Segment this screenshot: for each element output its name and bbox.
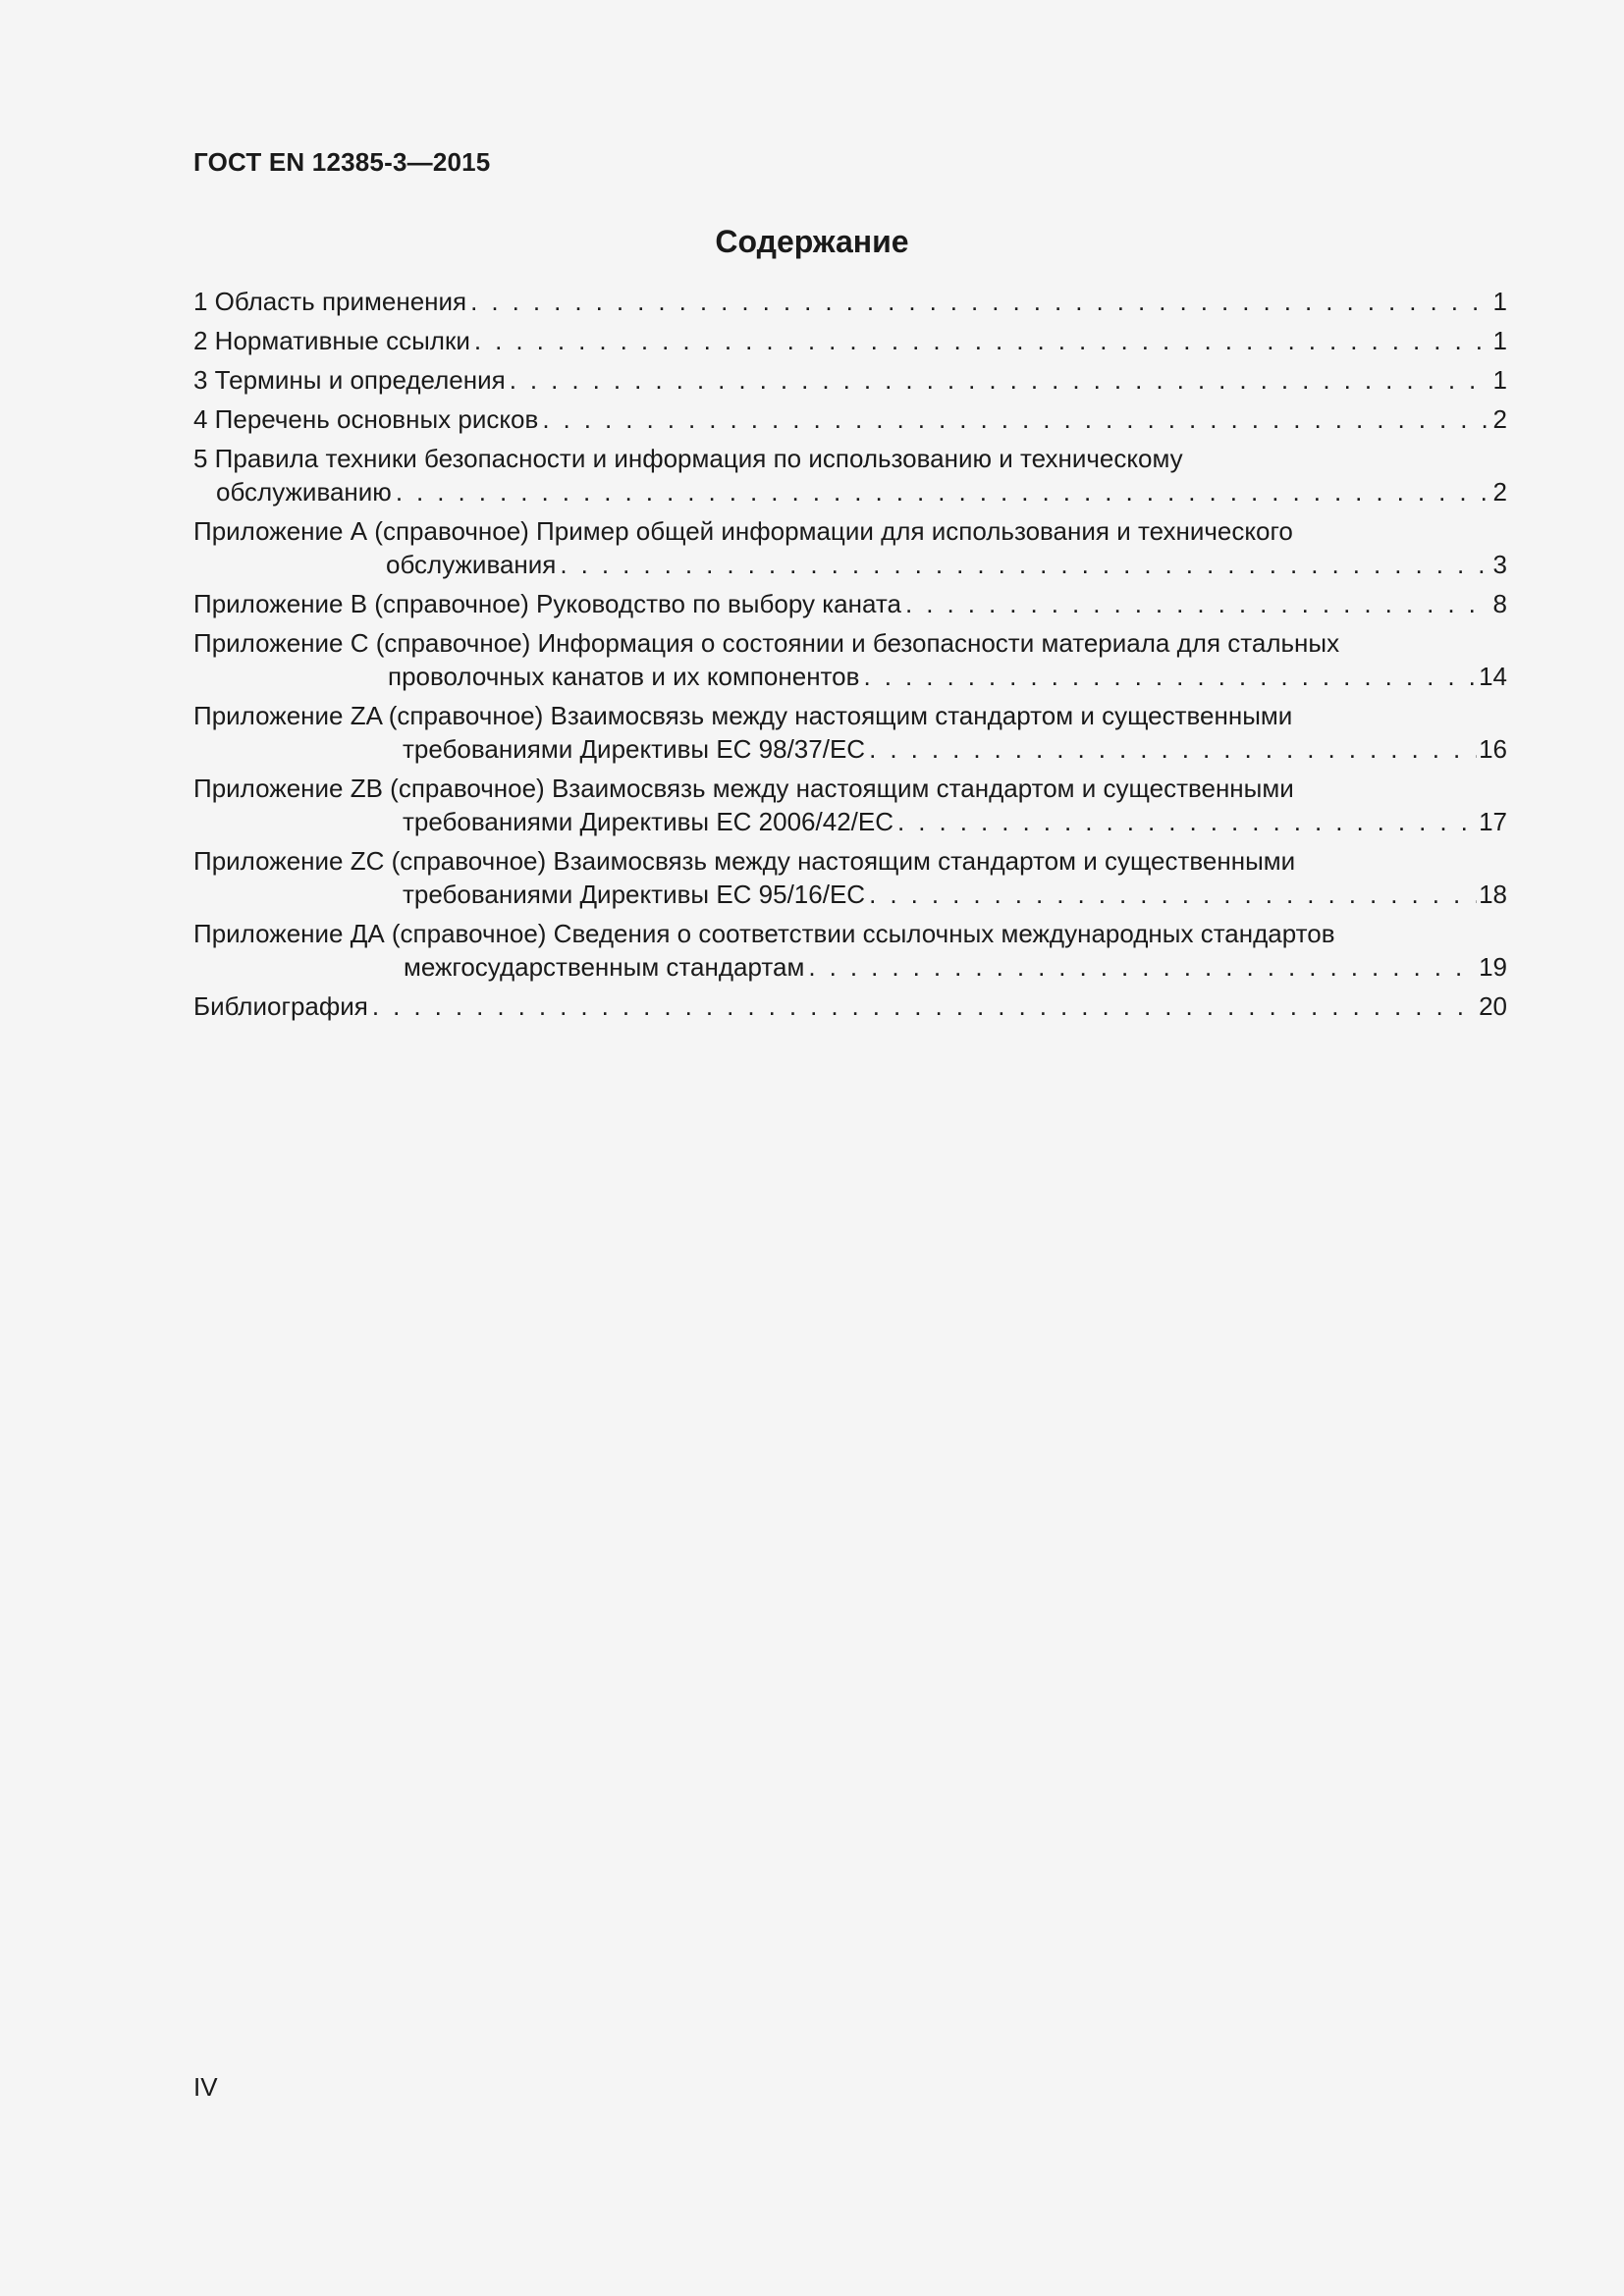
toc-entry-text: Библиография xyxy=(193,991,368,1021)
toc-page-number: 19 xyxy=(1479,952,1507,982)
toc-entry-text: 3 Термины и определения xyxy=(193,365,506,395)
toc-entry-text-continued: требованиями Директивы ЕС 95/16/ЕС xyxy=(403,880,866,909)
toc-entry-text: 4 Перечень основных рисков xyxy=(193,404,539,434)
dot-leader xyxy=(869,878,1477,911)
dot-leader xyxy=(808,950,1477,984)
toc-page-number: 18 xyxy=(1479,880,1507,909)
dot-leader xyxy=(560,548,1490,581)
toc-entry-appendix-zc[interactable] xyxy=(193,844,1507,911)
toc-entry-appendix-c[interactable] xyxy=(193,626,1507,693)
toc-entry-text: Приложение ДА (справочное) Сведения о соответствии ссылочных международных стандартов xyxy=(193,919,1335,948)
toc-entry-appendix-zb[interactable] xyxy=(193,772,1507,838)
toc-page-number: 16 xyxy=(1479,734,1507,764)
toc-page-number: 8 xyxy=(1492,589,1507,618)
toc-entry-text-continued: проволочных канатов и их компонентов xyxy=(388,662,860,691)
toc-entry-bibliography[interactable] xyxy=(193,989,1507,1023)
dot-leader xyxy=(905,587,1491,620)
toc-entry-text: 1 Область применения xyxy=(193,287,467,316)
toc-entry-text: Приложение ZB (справочное) Взаимосвязь между настоящим стандартом и существенными xyxy=(193,774,1294,803)
toc-entry-4[interactable] xyxy=(193,402,1507,436)
dot-leader xyxy=(869,732,1477,766)
dot-leader xyxy=(372,989,1477,1023)
dot-leader xyxy=(510,363,1491,397)
toc-entry-text: Приложение А (справочное) Пример общей информации для использования и технического xyxy=(193,516,1293,546)
dot-leader xyxy=(863,660,1477,693)
toc-page-number: 17 xyxy=(1479,807,1507,836)
toc-entry-appendix-da[interactable] xyxy=(193,917,1507,984)
dot-leader xyxy=(470,285,1490,318)
table-of-contents xyxy=(193,285,1507,1023)
toc-entry-text: Приложение С (справочное) Информация о состоянии и безопасности материала для стальных xyxy=(193,628,1340,658)
toc-page-number: 3 xyxy=(1492,550,1507,579)
toc-page-number: 1 xyxy=(1492,287,1507,316)
page-number-footer: IV xyxy=(193,2072,218,2102)
toc-entry-text-continued: обслуживанию xyxy=(216,477,392,507)
toc-entry-text-continued: требованиями Директивы ЕС 98/37/ЕС xyxy=(403,734,866,764)
toc-page-number: 2 xyxy=(1492,477,1507,507)
toc-title: Содержание xyxy=(715,224,909,259)
toc-entry-text-continued: межгосударственным стандартам xyxy=(404,952,805,982)
toc-entry-text: 5 Правила техники безопасности и информация по использованию и техническому xyxy=(193,444,1183,473)
dot-leader xyxy=(474,324,1491,357)
toc-entry-2[interactable] xyxy=(193,324,1507,357)
toc-entry-text: Приложение ZC (справочное) Взаимосвязь между настоящим стандартом и существенными xyxy=(193,846,1296,876)
toc-entry-text: Приложение В (справочное) Руководство по выбору каната xyxy=(193,589,901,618)
toc-entry-5[interactable] xyxy=(193,442,1507,508)
toc-page-number: 2 xyxy=(1492,404,1507,434)
toc-page-number: 14 xyxy=(1479,662,1507,691)
toc-page-number: 1 xyxy=(1492,326,1507,355)
dot-leader xyxy=(897,805,1477,838)
toc-entry-3[interactable] xyxy=(193,363,1507,397)
toc-entry-text: Приложение ZA (справочное) Взаимосвязь между настоящим стандартом и существенными xyxy=(193,701,1293,730)
toc-entry-text: 2 Нормативные ссылки xyxy=(193,326,470,355)
toc-entry-appendix-za[interactable] xyxy=(193,699,1507,766)
document-code-header: ГОСТ EN 12385-3—2015 xyxy=(193,147,491,177)
toc-page-number: 1 xyxy=(1492,365,1507,395)
toc-entry-text-continued: требованиями Директивы ЕС 2006/42/ЕС xyxy=(403,807,893,836)
toc-entry-appendix-a[interactable] xyxy=(193,514,1507,581)
toc-entry-1[interactable] xyxy=(193,285,1507,318)
toc-page-number: 20 xyxy=(1479,991,1507,1021)
toc-entry-text-continued: обслуживания xyxy=(386,550,557,579)
dot-leader xyxy=(396,475,1491,508)
toc-entry-appendix-b[interactable] xyxy=(193,587,1507,620)
dot-leader xyxy=(542,402,1490,436)
